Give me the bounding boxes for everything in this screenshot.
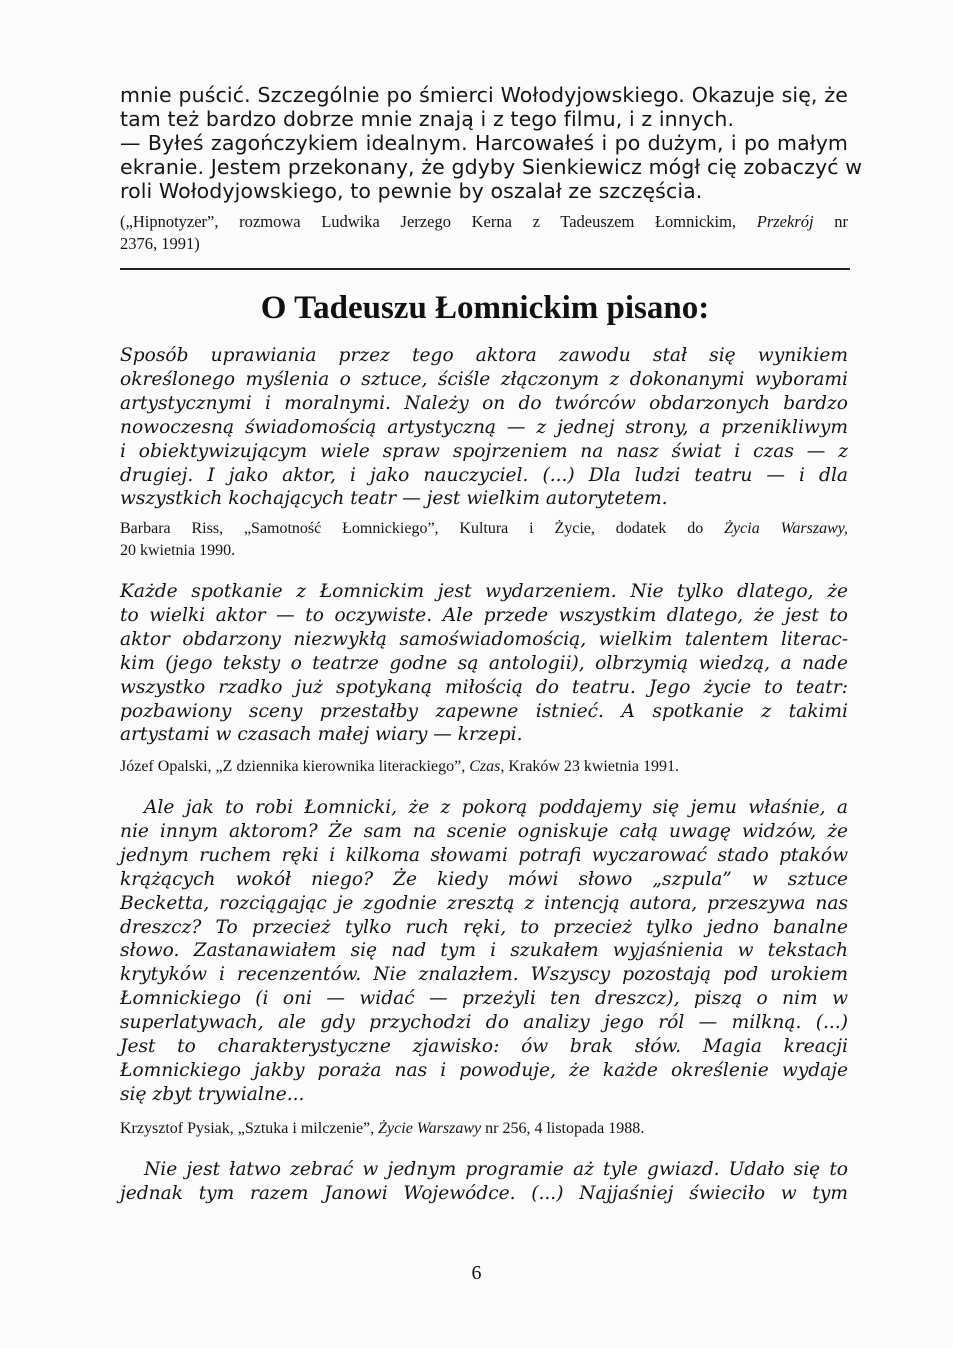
quote-line: dreszcz? To przecież tylko ruch ręki, to przecież tylko jedno banalne: [120, 916, 848, 938]
quote-line: Każde spotkanie z Łomnickim jest wydarzeniem. Nie tylko dlatego, że: [120, 581, 848, 602]
quote-line: wszystko rzadko już spotykaną miłością do teatru. Jego życie to teatr:: [120, 676, 848, 698]
citation-line: [120, 756, 848, 778]
quote-line: Łomnickiego (i oni — widać — przeżyli ten dreszcz), piszą o nim w: [120, 988, 848, 1010]
citation-journal: Życie Warszawy: [378, 1120, 482, 1137]
citation-line: [120, 518, 848, 540]
citation-text: nr 256, 4 listopada 1988.: [481, 1120, 645, 1137]
section-heading: O Tadeuszu Łomnickim pisano:: [260, 290, 710, 326]
text-line: mnie puścić. Szczególnie po śmierci Wołodyjowskiego. Okazuje się, że: [120, 83, 848, 107]
quote-line: Ale jak to robi Łomnicki, że z pokorą poddajemy się jemu właśnie, a: [144, 797, 848, 818]
citation-opalski: [120, 756, 848, 778]
quote-line: krążących wokół niego? Że kiedy mówi słowo „szpula” w sztuce: [120, 868, 848, 890]
quote-wojewodka: [120, 1158, 848, 1206]
quote-line: jednym ruchem ręki i kilkoma słowami potrafi wyczarować stado ptaków: [120, 844, 848, 866]
quote-line: Becketta, rozciągając je zgodnie zresztą z intencją autora, przeszywa nas: [120, 892, 848, 914]
citation-text: Krzysztof Pysiak, „Sztuka i milczenie”,: [120, 1120, 379, 1137]
quote-line: artystycznymi i moralnymi. Należy on do twórców obdarzonych bardzo: [120, 392, 848, 414]
quote-line: nie innym aktorom? Że sam na scenie ogniskuje całą uwagę widzów, że: [120, 820, 848, 842]
quote-line: Sposób uprawiania przez tego aktora zawodu stał się wynikiem: [120, 345, 848, 366]
citation-line: [120, 211, 848, 233]
citation-riss: [120, 518, 848, 562]
quote-line: krytyków i recenzentów. Nie znalazłem. Wszyscy pozostają pod urokiem: [120, 964, 848, 986]
intro-paragraph: [120, 83, 863, 203]
quote-line: aktor obdarzony niezwykłą samoświadomością, wielkim talentem literac-: [120, 628, 848, 650]
quote-line: pozbawiony sceny przestałby zapewne istnieć. A spotkanie z takimi: [120, 700, 848, 722]
quote-line: wszystkich kochających teatr — jest wielkim autorytetem.: [120, 488, 668, 510]
text-line: — Byłeś zagończykiem idealnym. Harcowałeś i po dużym, i po małym: [120, 131, 848, 155]
citation-pysiak: [120, 1118, 848, 1140]
citation-line: [120, 1118, 848, 1140]
text-line: tam też bardzo dobrze mnie znają i z tego filmu, i z innych.: [120, 107, 735, 131]
quote-line: Jest to charakterystyczne zjawisko: ów brak słów. Magia kreacji: [120, 1036, 848, 1058]
quote-line: Łomnickiego jakby poraża nas i powoduje, że każde określenie wydaje: [120, 1059, 848, 1081]
citation-line: 2376, 1991): [120, 234, 200, 253]
text-line: roli Wołodyjowskiego, to pewnie by oszalał ze szczęścia.: [120, 179, 703, 203]
quote-pysiak: [120, 796, 848, 1107]
citation-journal: Życia Warszawy,: [724, 520, 849, 537]
quote-line: określonego myślenia o sztuce, ściśle złączonym z dokonanymi wyborami: [120, 368, 848, 390]
quote-line: się zbyt trywialne...: [120, 1083, 305, 1105]
quote-line: Nie jest łatwo zebrać w jednym programie aż tyle gwiazd. Udało się to: [144, 1159, 848, 1180]
quote-line: jednak tym razem Janowi Wojewódce. (...) Najjaśniej świeciło w tym: [120, 1182, 848, 1204]
citation-text: Barbara Riss, „Samotność Łomnickiego”, Kultura i Życie, dodatek do: [120, 520, 725, 537]
citation-text: Józef Opalski, „Z dziennika kierownika literackiego”,: [120, 758, 470, 775]
quote-line: i obiektywizującym wiele spraw spojrzeniem na nasz świat i czas — z: [120, 440, 848, 462]
citation-journal: Przekrój: [756, 212, 814, 231]
intro-source-citation: [120, 211, 848, 255]
quote-riss: [120, 344, 848, 511]
quote-line: kim (jego teksty o teatrze godne są antologii), olbrzymią wiedzą, a nade: [120, 652, 848, 674]
section-divider: [120, 268, 850, 270]
quote-line: superlatywach, ale gdy przychodzi do analizy jego ról — milkną. (...): [120, 1012, 848, 1034]
citation-text: („Hipnotyzer”, rozmowa Ludwika Jerzego Kerna z Tadeuszem Łomnickim,: [120, 212, 757, 231]
citation-line: 20 kwietnia 1990.: [120, 542, 236, 559]
citation-text: , Kraków 23 kwietnia 1991.: [500, 758, 679, 775]
quote-opalski: [120, 580, 848, 747]
quote-line: drugiej. I jako aktor, i jako nauczyciel. (...) Dla ludzi teatru — i dla: [120, 464, 848, 486]
quote-line: artystami w czasach małej wiary — krzepi.: [120, 724, 523, 746]
citation-journal: Czas: [469, 758, 501, 775]
page-number: 6: [471, 1262, 482, 1284]
quote-line: słowo. Zastanawiałem się nad tym i szukałem wyjaśnienia w tekstach: [120, 940, 848, 962]
text-line: ekranie. Jestem przekonany, że gdyby Sienkiewicz mógł cię zobaczyć w: [120, 155, 863, 179]
citation-text: nr: [813, 212, 848, 231]
quote-line: to wielki aktor — to oczywiste. Ale przede wszystkim dlatego, że jest to: [120, 604, 848, 626]
quote-line: nowoczesną świadomością artystyczną — z jednej strony, a przenikliwym: [120, 416, 848, 438]
